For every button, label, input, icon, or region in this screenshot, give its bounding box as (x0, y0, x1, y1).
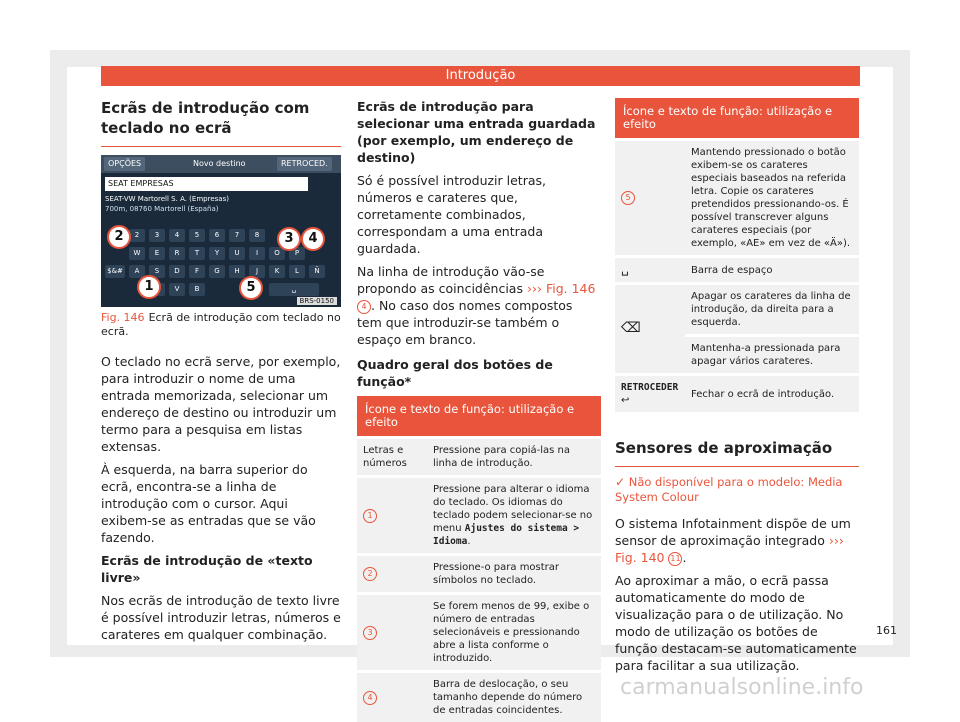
table-cell-icon: Letras e números (357, 438, 427, 477)
figure-key: J (249, 265, 265, 278)
figure-key: 3 (149, 229, 165, 242)
figure-key: 4 (169, 229, 185, 242)
paragraph-text: Na linha de introdução vão-se propondo as coincidências (357, 264, 544, 296)
section-title-keyboard: Ecrãs de introdução com teclado no ecrã (101, 98, 341, 138)
subsection-title: Ecrãs de introdução de «texto livre» (101, 552, 341, 586)
figure-reference-link[interactable]: ››› Fig. 146 (527, 281, 595, 296)
function-buttons-table (357, 396, 601, 722)
figure-key: F (189, 265, 205, 278)
figure-key: V (169, 283, 185, 296)
figure-key: T (189, 247, 205, 260)
table-row (615, 140, 859, 257)
table-cell-icon (357, 555, 427, 594)
callout-number: 4 (357, 300, 371, 314)
paragraph-text: . (682, 550, 686, 565)
table-row (357, 672, 601, 722)
table-cell-icon (615, 140, 685, 257)
menu-path: Ajustes do sistema > Idioma (433, 523, 579, 547)
paragraph: Só é possível introduzir letras, números e carateres que, corretamente combinados, correspondam a uma entrada guardada. (357, 172, 601, 257)
figure-key: O (269, 247, 285, 260)
availability-note (615, 475, 859, 505)
figure-caption-label: Fig. 146 (101, 311, 145, 324)
figure-callout-1: 1 (137, 275, 161, 299)
function-buttons-table-continued (615, 98, 859, 412)
paragraph: Ao aproximar a mão, o ecrã passa automaticamente do modo de visualização para o de utilização. No modo de utilização os botões de função destacam-se automaticamente para facilitar a sua utilização. (615, 572, 859, 674)
paragraph: O teclado no ecrã serve, por exemplo, para introduzir o nome de uma entrada memorizada, selecionar um endereço de destino ou introduzir um termo para a pesquisa em listas extensas. (101, 353, 341, 455)
figure-input-line: SEAT EMPRESAS (105, 177, 308, 191)
table-cell-text-part: Pressione para alterar o idioma do teclado. Os idiomas do teclado podem selecionar-se no menu (433, 484, 592, 534)
table-cell-text-part: . (467, 536, 470, 547)
paragraph (615, 515, 859, 566)
table-row (357, 438, 601, 477)
table-cell-text: Apagar os carateres da linha de introdução, da direita para a esquerda. (685, 284, 859, 336)
table-cell-icon (357, 477, 427, 555)
callout-number: 11 (668, 552, 682, 566)
chapter-banner: Introdução (101, 66, 860, 86)
figure-key: Y (209, 247, 225, 260)
keyboard-figure (101, 155, 341, 307)
figure-key: P (289, 247, 305, 260)
section-rule (101, 146, 341, 147)
availability-text: Não disponível para o modelo: Media System Colour (615, 475, 842, 504)
table-cell-text: Pressione para copiá-las na linha de introdução. (427, 438, 601, 477)
figure-result-line-1: SEAT-VW Martorell S. A. (Empresas) (105, 195, 337, 207)
table-cell-icon (615, 284, 685, 375)
figure-caption-text: Ecrã de introdução com teclado no ecrã. (101, 311, 341, 338)
table-row (615, 375, 859, 413)
figure-id: BRS-0150 (297, 297, 337, 305)
column-right (615, 98, 859, 680)
figure-key: Ñ (309, 265, 325, 278)
figure-callout-5: 5 (239, 276, 263, 300)
table-cell-text (427, 477, 601, 555)
column-left (101, 98, 341, 649)
table-cell-text: Mantendo pressionado o botão exibem-se os carateres especiais baseados na referida letra. Copie os carateres pretendidos pressionando-os. É possível transcrever alguns carateres especiais (por exemplo, «AE» em vez de «Ä»). (685, 140, 859, 257)
section-rule (615, 466, 859, 467)
figure-reference-link[interactable]: ››› Fig. 140 (615, 533, 844, 565)
checkmark-icon: ✓ (615, 475, 625, 489)
figure-key: K (269, 265, 285, 278)
callout-number: 1 (363, 509, 377, 523)
section-title-proximity: Sensores de aproximação (615, 438, 859, 458)
page-number: 161 (876, 624, 897, 637)
figure-key: 5 (189, 229, 205, 242)
table-cell-icon (615, 375, 685, 413)
figure-key: W (129, 247, 145, 260)
figure-result-line-2: 700m, 08760 Martorell (España) (105, 205, 337, 217)
figure-key: S (149, 265, 165, 278)
figure-key: 7 (229, 229, 245, 242)
column-middle (357, 98, 601, 722)
table-cell-text: Pressione-o para mostrar símbolos no teclado. (427, 555, 601, 594)
figure-caption (101, 311, 341, 339)
figure-callout-2: 2 (107, 225, 131, 249)
back-button-label: RETROCEDER (621, 382, 678, 393)
figure-key: E (149, 247, 165, 260)
figure-key: 6 (209, 229, 225, 242)
figure-key: A (129, 265, 145, 278)
figure-key: 8 (249, 229, 265, 242)
paragraph: À esquerda, na barra superior do ecrã, encontra-se a linha de introdução com o cursor. Aqui exibem-se as entradas que se vão fazendo. (101, 461, 341, 546)
table-cell-text: Barra de deslocação, o seu tamanho depende do número de entradas coincidentes. (427, 672, 601, 722)
figure-key-space: ␣ (269, 283, 319, 296)
table-header: Ícone e texto de função: utilização e efeito (357, 396, 601, 438)
table-cell-icon (357, 594, 427, 672)
table-row (357, 555, 601, 594)
table-row (615, 284, 859, 336)
paragraph-text: O sistema Infotainment dispõe de um sensor de aproximação integrado (615, 516, 851, 548)
table-cell-icon (615, 257, 685, 284)
figure-key: L (289, 265, 305, 278)
table-row (615, 257, 859, 284)
table-title: Quadro geral dos botões de função* (357, 356, 601, 390)
paragraph (357, 263, 601, 348)
callout-number: 5 (621, 191, 635, 205)
table-cell-text: Fechar o ecrã de introdução. (685, 375, 859, 413)
subsection-title: Ecrãs de introdução para selecionar uma entrada guardada (por exemplo, um endereço de destino) (357, 98, 601, 166)
figure-tab-new-destination: Novo destino (189, 157, 250, 171)
table-header: Ícone e texto de função: utilização e efeito (615, 98, 859, 140)
figure-callout-4: 4 (301, 227, 325, 251)
paragraph-text: . No caso dos nomes compostos tem que introduzir-se também o espaço em branco. (357, 298, 572, 347)
callout-number: 2 (363, 567, 377, 581)
table-cell-text: Se forem menos de 99, exibe o número de entradas selecionáveis e pressionando abre a lista conforme o introduzido. (427, 594, 601, 672)
figure-key: H (229, 265, 245, 278)
figure-key: U (229, 247, 245, 260)
paragraph: Nos ecrãs de introdução de texto livre é possível introduzir letras, números e carateres em qualquer combinação. (101, 592, 341, 643)
figure-key: D (169, 265, 185, 278)
figure-key: I (249, 247, 265, 260)
backspace-icon: ⌫ (621, 320, 641, 336)
figure-key: B (189, 283, 205, 296)
figure-tab-options: OPÇÕES (104, 157, 145, 171)
figure-callout-3: 3 (277, 227, 301, 251)
callout-number: 3 (363, 626, 377, 640)
back-arrow-icon: ↩ (621, 395, 629, 406)
callout-number: 4 (363, 691, 377, 705)
figure-key: R (169, 247, 185, 260)
table-row (357, 477, 601, 555)
table-cell-icon (357, 672, 427, 722)
table-cell-text: Barra de espaço (685, 257, 859, 284)
table-cell-text: Mantenha-a pressionada para apagar vários carateres. (685, 336, 859, 375)
watermark: carmanualsonline.info (620, 675, 863, 700)
figure-key: 2 (129, 229, 145, 242)
figure-tab-back: RETROCED. (277, 157, 332, 171)
table-row (357, 594, 601, 672)
space-icon: ␣ (621, 262, 629, 276)
figure-key-symbols: $&# (105, 265, 125, 278)
figure-key: G (209, 265, 225, 278)
